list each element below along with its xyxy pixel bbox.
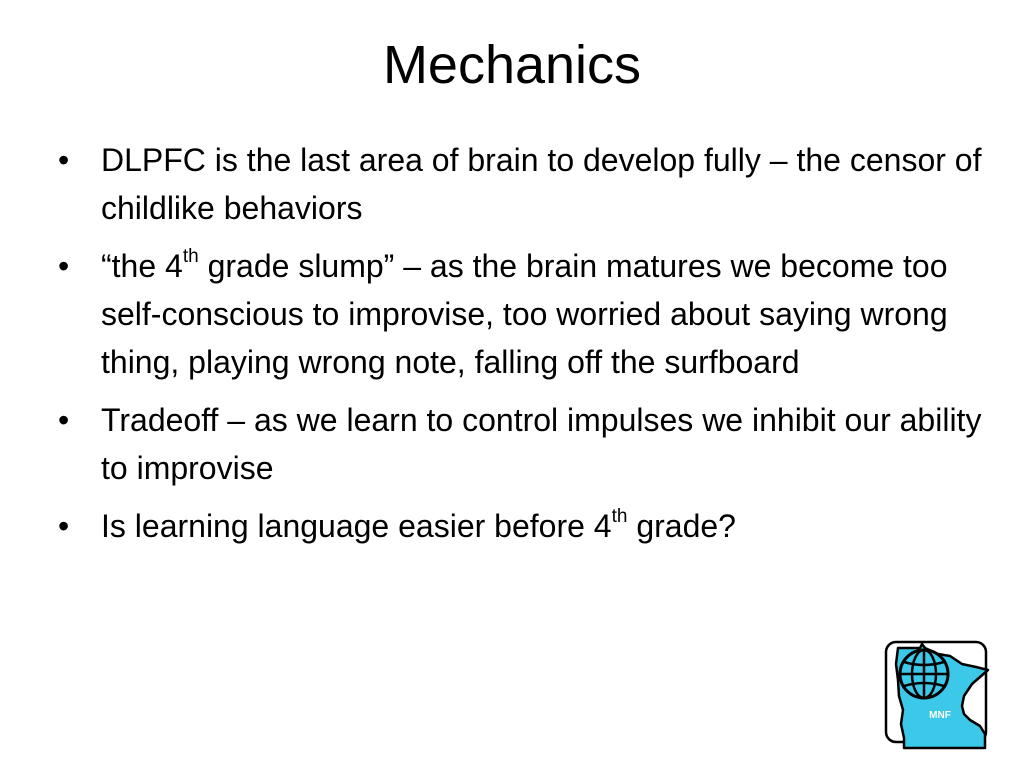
bullet-text — [101, 508, 736, 544]
bullet-text-after: grade slump” – as the brain matures we become too self-conscious to improvise, too worried about saying wrong thing, playing wrong note, falling off the surfboard — [101, 248, 948, 380]
bullet-marker: • — [58, 402, 70, 438]
bullet-marker: • — [58, 248, 70, 284]
bullet-list — [58, 136, 988, 560]
bullet-text-after: grade? — [627, 508, 736, 544]
bullet-item-tradeoff — [58, 396, 988, 492]
bullet-marker: • — [58, 142, 70, 178]
ordinal-superscript: th — [182, 246, 199, 268]
bullet-text-before: “the 4 — [101, 248, 183, 284]
mnf-logo — [884, 640, 994, 750]
slide-title: Mechanics — [382, 35, 642, 95]
bullet-item-dlpfc — [58, 136, 988, 232]
bullet-item-grade-slump — [58, 242, 988, 386]
logo-label: MNF — [929, 710, 951, 721]
bullet-text: Tradeoff – as we learn to control impulses we inhibit our ability to improvise — [101, 402, 982, 486]
ordinal-superscript: th — [611, 506, 628, 528]
mnf-logo-graphic — [884, 640, 994, 750]
bullet-text: DLPFC is the last area of brain to develop fully – the censor of childlike behaviors — [101, 142, 982, 226]
bullet-text — [101, 248, 948, 380]
bullet-text-before: Is learning language easier before 4 — [101, 508, 612, 544]
bullet-marker: • — [58, 508, 70, 544]
bullet-item-language-question — [58, 502, 988, 550]
globe-icon — [900, 650, 948, 698]
